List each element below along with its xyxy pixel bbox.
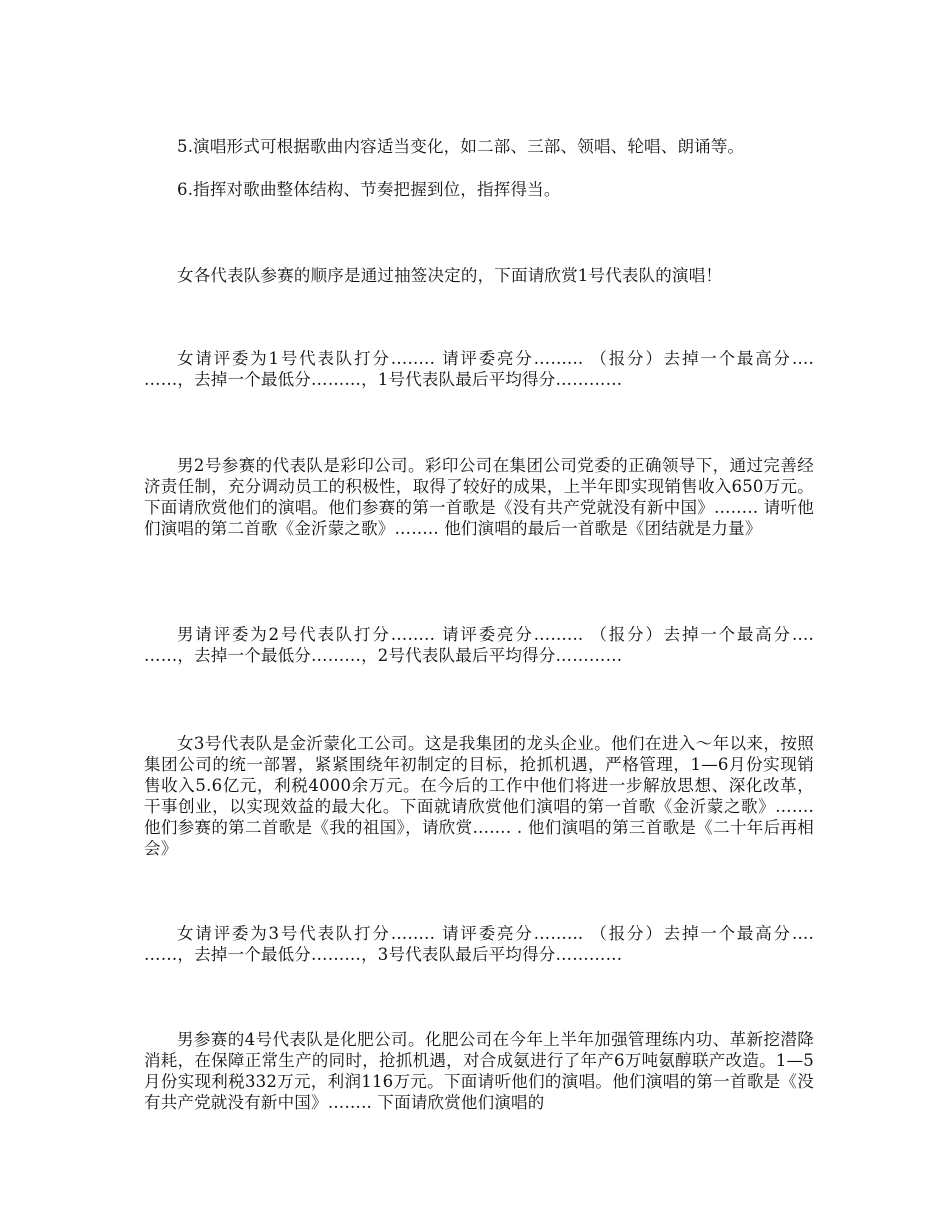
paragraph-team1-scoring: 女请评委为1号代表队打分…….. 请评委亮分……... （报分）去掉一个最高分…. ……，去掉一个最低分………，1号代表队最后平均得分………… <box>144 349 814 389</box>
paragraph-rule-6: 6.指挥对歌曲整体结构、节奏把握到位，指挥得当。 <box>177 180 561 199</box>
paragraph-team3-scoring: 女请评委为3号代表队打分…….. 请评委亮分……... （报分）去掉一个最高分…. ……，去掉一个最低分………，3号代表队最后平均得分………… <box>144 924 814 964</box>
paragraph-team3-intro: 女3号代表队是金沂蒙化工公司。这是我集团的龙头企业。他们在进入～年以来，按照集团公司的统一部署，紧紧围绕年初制定的目标，抢抓机遇，严格管理，1—6月份实现销售收入5.6亿元，利税4000余万元。在今后的工作中他们将进一步解放思想、深化改革，干事创业，以实现效益的最大化。下面就请欣赏他们演唱的第一首歌《金沂蒙之歌》……. 他们参赛的第二首歌是《我的祖国》，请欣赏……. . 他们演唱的第三首歌是《二十年后再相会》 <box>144 734 814 858</box>
paragraph-team2-scoring: 男请评委为2号代表队打分…….. 请评委亮分……... （报分）去掉一个最高分…. ……，去掉一个最低分………，2号代表队最后平均得分………… <box>144 625 814 665</box>
paragraph-team2-intro: 男2号参赛的代表队是彩印公司。彩印公司在集团公司党委的正确领导下，通过完善经济责任制，充分调动员工的积极性，取得了较好的成果，上半年即实现销售收入650万元。下面请欣赏他们的演唱。他们参赛的第一首歌是《没有共产党就没有新中国》…….. 请听他们演唱的第二首歌《金沂蒙之歌》…….. 他们演唱的最后一首歌是《团结就是力量》 <box>144 456 814 538</box>
paragraph-order-announcement: 女各代表队参赛的顺序是通过抽签决定的，下面请欣赏1号代表队的演唱！ <box>177 266 723 285</box>
paragraph-rule-5: 5.演唱形式可根据歌曲内容适当变化，如二部、三部、领唱、轮唱、朗诵等。 <box>177 137 745 156</box>
paragraph-team4-intro: 男参赛的4号代表队是化肥公司。化肥公司在今年上半年加强管理练内功、革新挖潜降消耗，在保障正常生产的同时，抢抓机遇，对合成氨进行了年产6万吨氨醇联产改造。1—5月份实现利税332万元，利润116万元。下面请听他们的演唱。他们演唱的第一首歌是《没有共产党就没有新中国》…….. 下面请欣赏他们演唱的 <box>144 1030 814 1112</box>
